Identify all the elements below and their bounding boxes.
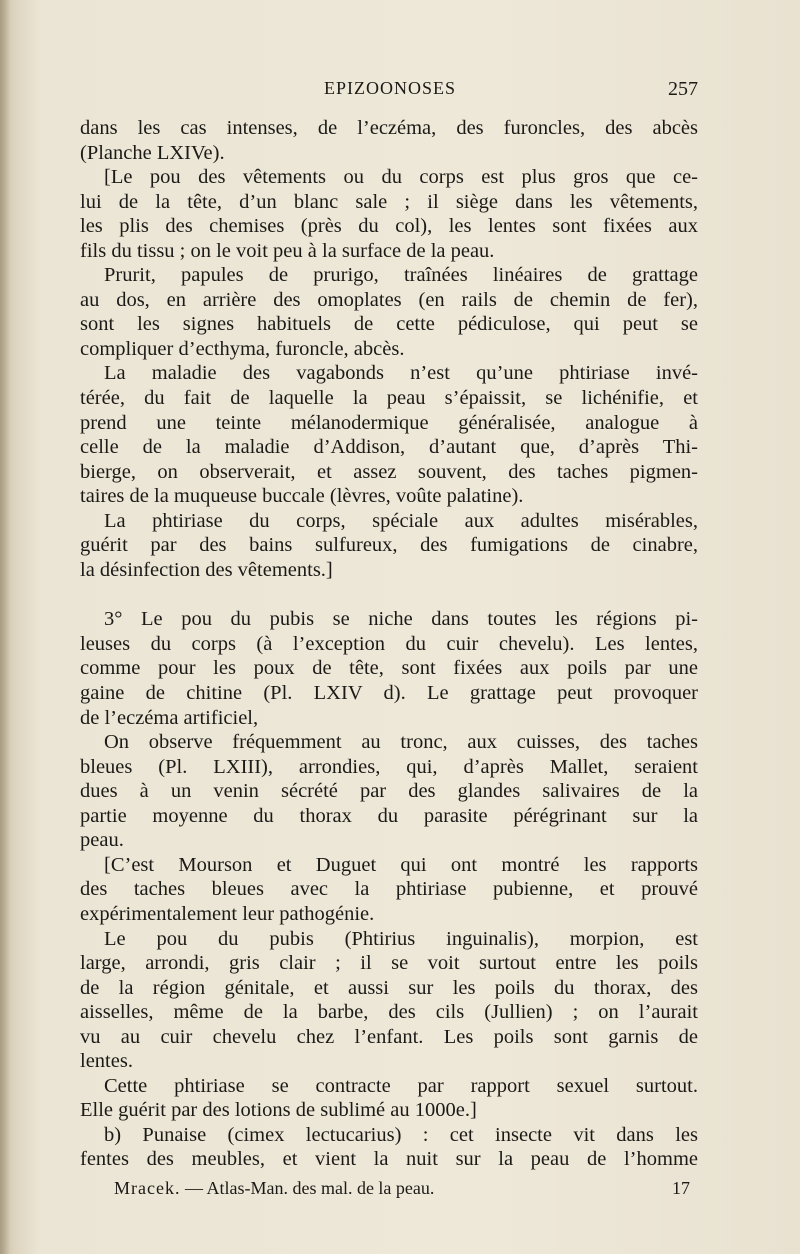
- text-line: bleues (Pl. LXIII), arrondies, qui, d’après Mallet, seraient: [80, 755, 698, 778]
- text-line: Prurit, papules de prurigo, traînées linéaires de grattage: [104, 264, 698, 287]
- text-line: [Le pou des vêtements ou du corps est plus gros que ce-: [104, 166, 698, 189]
- text-line: lentes.: [80, 1050, 133, 1073]
- text-line: On observe fréquemment au tronc, aux cuisses, des taches: [104, 731, 698, 754]
- text-line: gaine de chitine (Pl. LXIV d). Le grattage peut provoquer: [80, 682, 698, 705]
- text-line: expérimentalement leur pathogénie.: [80, 902, 375, 925]
- text-line: de l’eczéma artificiel,: [80, 706, 259, 729]
- footer-title: — Atlas-Man. des mal. de la peau.: [184, 1178, 435, 1198]
- text-line: peau.: [80, 829, 124, 852]
- text-line: comme pour les poux de tête, sont fixées aux poils par une: [80, 657, 698, 680]
- text-line: taires de la muqueuse buccale (lèvres, voûte palatine).: [80, 485, 524, 508]
- text-line: fils du tissu ; on le voit peu à la surface de la peau.: [80, 239, 495, 262]
- text-line: (Planche LXIVe).: [80, 141, 225, 164]
- text-line: prend une teinte mélanodermique généralisée, analogue à: [80, 411, 698, 434]
- running-head: EPIZOONOSES: [323, 78, 456, 98]
- text-line: guérit par des bains sulfureux, des fumigations de cinabre,: [80, 534, 698, 557]
- text-line: térée, du fait de laquelle la peau s’épaissit, se lichénifie, et: [80, 387, 698, 410]
- text-line: sont les signes habituels de cette pédiculose, qui peut se: [80, 313, 698, 336]
- text-line: Cette phtiriase se contracte par rapport sexuel surtout.: [104, 1074, 698, 1097]
- paragraph-gap: [80, 582, 698, 607]
- text-line: 3° Le pou du pubis se niche dans toutes les régions pi-: [104, 608, 698, 631]
- text-line: La maladie des vagabonds n’est qu’une phtiriase invé-: [104, 362, 698, 385]
- text-line: dans les cas intenses, de l’eczéma, des furoncles, des abcès: [80, 117, 698, 139]
- text-line: leuses du corps (à l’exception du cuir chevelu). Les lentes,: [80, 632, 698, 655]
- page-number: 257: [668, 78, 698, 100]
- text-line: [C’est Mourson et Duguet qui ont montré les rapports: [104, 853, 698, 876]
- text-line: les plis des chemises (près du col), les lentes sont fixées aux: [80, 215, 698, 238]
- binding-gutter: [0, 0, 10, 1254]
- text-line: des taches bleues avec la phtiriase pubienne, et prouvé: [80, 878, 698, 901]
- text-line: la désinfection des vêtements.]: [80, 558, 333, 581]
- signature-mark: 17: [672, 1178, 690, 1198]
- text-line: Le pou du pubis (Phtirius inguinalis), morpion, est: [104, 927, 698, 950]
- text-line: La phtiriase du corps, spéciale aux adultes misérables,: [104, 509, 698, 532]
- footer-author: Mracek.: [114, 1178, 181, 1198]
- text-line: fentes des meubles, et vient la nuit sur la peau de l’homme: [80, 1148, 698, 1171]
- text-line: dues à un venin sécrété par des glandes salivaires de la: [80, 780, 698, 803]
- text-line: lui de la tête, d’un blanc sale ; il siège dans les vêtements,: [80, 190, 698, 213]
- body-text: [80, 116, 698, 1172]
- text-line: partie moyenne du thorax du parasite pérégrinant sur la: [80, 804, 698, 827]
- text-line: de la région génitale, et aussi sur les poils du thorax, des: [80, 976, 698, 999]
- text-line: au dos, en arrière des omoplates (en rails de chemin de fer),: [80, 288, 698, 311]
- text-line: bierge, on observerait, et assez souvent, des taches pigmen-: [80, 460, 698, 483]
- page-footer: [114, 1176, 698, 1200]
- text-line: large, arrondi, gris clair ; il se voit surtout entre les poils: [80, 952, 698, 975]
- text-line: vu au cuir chevelu chez l’enfant. Les poils sont garnis de: [80, 1025, 698, 1048]
- text-line: compliquer d’ecthyma, furoncle, abcès.: [80, 337, 405, 360]
- text-line: b) Punaise (cimex lectucarius) : cet insecte vit dans les: [104, 1123, 698, 1146]
- text-line: celle de la maladie d’Addison, d’autant que, d’après Thi-: [80, 436, 698, 459]
- page-header: [80, 78, 700, 104]
- text-line: aisselles, même de la barbe, des cils (Jullien) ; on l’aurait: [80, 1001, 698, 1024]
- text-line: Elle guérit par des lotions de sublimé au 1000e.]: [80, 1099, 477, 1122]
